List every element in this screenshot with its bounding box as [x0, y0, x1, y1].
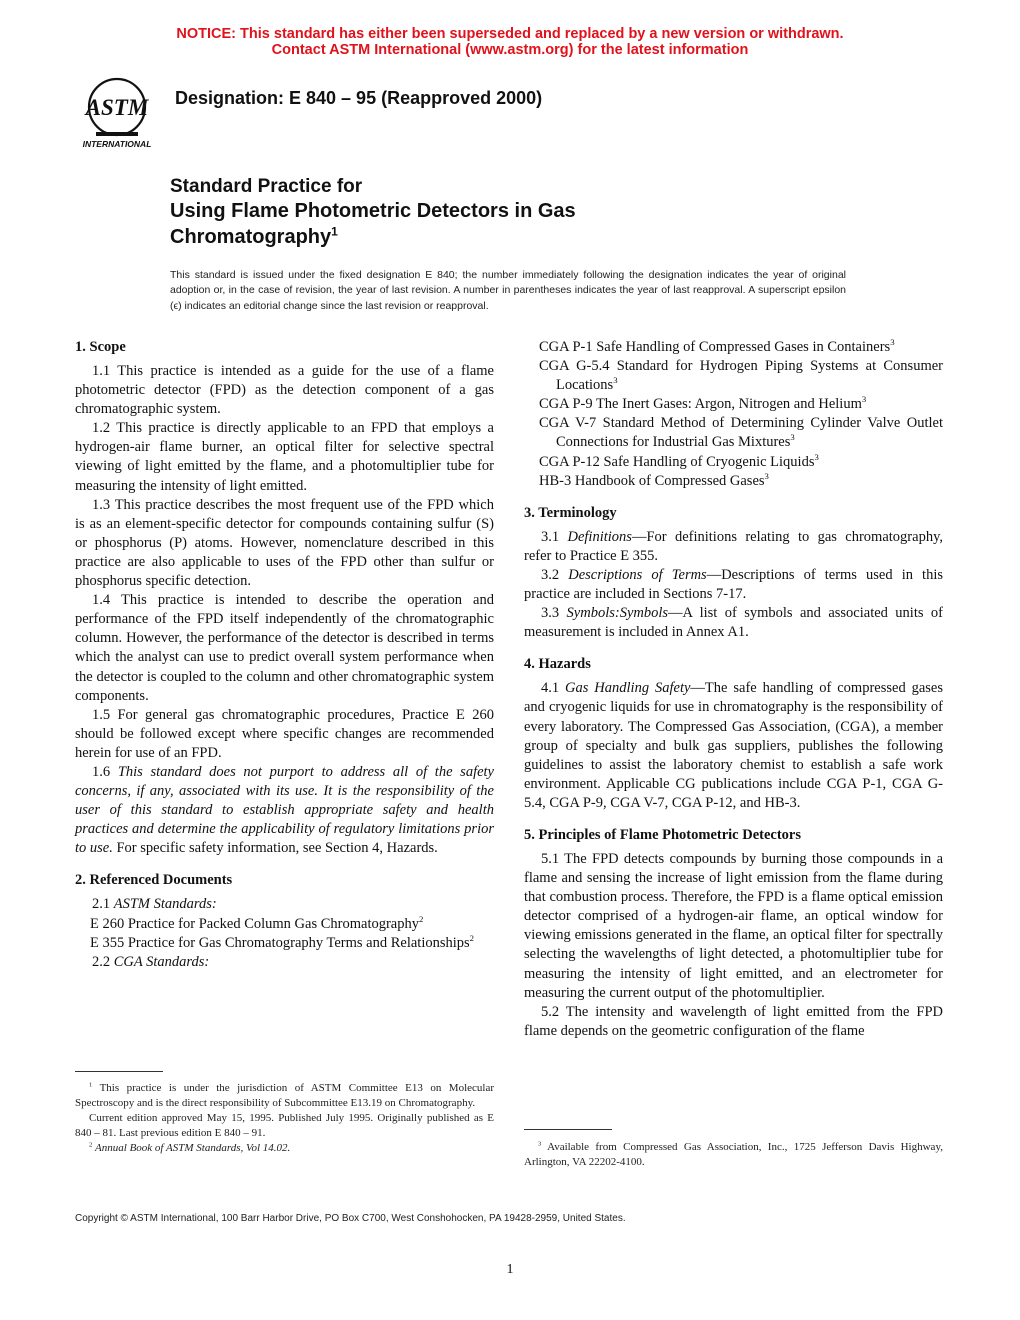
- ref-cga-p12: CGA P-12 Safe Handling of Cryogenic Liquids$^3$: [539, 451, 819, 470]
- ref-cga-v7: CGA V-7 Standard Method of Determining Cylinder Valve Outlet Connections for Industrial Gas Mixtures$^3$: [539, 415, 943, 451]
- footnote-1b: Current edition approved May 15, 1995. Published July 1995. Originally published as E 840 – 81. Last previous edition E 840 – 91.: [75, 1112, 494, 1139]
- page-number: 1: [506, 1262, 514, 1277]
- para-1-3: 1.3 This practice describes the most frequent use of the FPD which is as an element-specific detector for compounds containing sulfur (S) or phosphorus (P) atoms. However, nomenclature described in this practice are also applicable to uses of the FPD other than sulfur or phosphorus specific detection.: [75, 496, 494, 590]
- right-column: [524, 338, 943, 1041]
- para-3-2: 3.2 Descriptions of Terms—Descriptions of terms used in this practice are included in Sections 7-17.: [524, 566, 944, 603]
- section-3-heading: 3. Terminology: [524, 504, 617, 521]
- footnote-rule-left: [75, 1071, 163, 1072]
- para-1-1: 1.1 This practice is intended as a guide for the use of a flame photometric detector (FPD) as the detection component of a gas chromatographic system.: [75, 363, 494, 418]
- para-4-1: 4.1 Gas Handling Safety—The safe handling of compressed gases and cryogenic liquids for use in chromatography is the responsibility of every laboratory. The Compressed Gas Association, (CGA), a member group of specialty and bulk gas suppliers, publishes the following guidelines to assist the laboratory chemist to establish a safe work environment. Applicable CG publications include CGA P-1, CGA G-5.4, CGA P-9, CGA V-7, CGA P-12, and HB-3.: [524, 680, 943, 811]
- title-line-1: Standard Practice for: [170, 176, 363, 197]
- para-5-2: 5.2 The intensity and wavelength of light emitted from the FPD flame depends on the geometric configuration of the flame: [524, 1003, 943, 1039]
- footnotes-right: [524, 1140, 943, 1170]
- title-line-2: Using Flame Photometric Detectors in Gas: [170, 200, 576, 222]
- intro-note: This standard is issued under the fixed designation E 840; the number immediately following the designation indicates the year of original adoption or, in the case of revision, the year of last revision. A number in parentheses indicates the year of last reapproval. A superscript epsilon (ϵ) indicates an editorial change since the last revision or reapproval.: [170, 269, 846, 312]
- footnote-3: $^3$ Available from Compressed Gas Association, Inc., 1725 Jefferson Davis Highway, Arlington, VA 22202-4100.: [524, 1140, 943, 1168]
- para-3-3: 3.3 Symbols:Symbols—A list of symbols and associated units of measurement is included in Annex A1.: [524, 605, 943, 641]
- title-footnote-mark: 1: [331, 224, 338, 239]
- logo-caption: INTERNATIONAL: [82, 139, 152, 149]
- para-2-2: 2.2 CGA Standards:: [92, 953, 210, 970]
- para-1-6: 1.6 This standard does not purport to address all of the safety concerns, if any, associated with its use. It is the responsibility of the user of this standard to establish appropriate safety and health practices and determine the applicability of regulatory limitations prior to use. For specific safety information, see Section 4, Hazards.: [75, 763, 494, 857]
- designation: Designation: E 840 – 95 (Reapproved 2000): [175, 88, 543, 108]
- section-5-heading: 5. Principles of Flame Photometric Detectors: [524, 826, 802, 843]
- logo-letters: ASTM: [85, 95, 149, 120]
- ref-hb3: HB-3 Handbook of Compressed Gases$^3$: [539, 470, 769, 489]
- section-4-heading: 4. Hazards: [524, 656, 591, 673]
- para-2-1: 2.1 ASTM Standards:: [92, 896, 217, 913]
- ref-e355: E 355 Practice for Gas Chromatography Terms and Relationships$^2$: [90, 932, 475, 951]
- ref-cga-p1: CGA P-1 Safe Handling of Compressed Gases in Containers$^3$: [539, 337, 895, 355]
- ref-e260: E 260 Practice for Packed Column Gas Chromatography$^2$: [90, 913, 424, 932]
- title-line-3-text: Chromatography: [170, 226, 332, 248]
- notice-line-1: NOTICE: This standard has either been superseded and replaced by a new version or withdrawn.: [176, 26, 844, 42]
- footnote-1: $^1$ This practice is under the jurisdiction of ASTM Committee E13 on Molecular Spectroscopy and is the direct responsibility of Subcommittee E13.19 on Chromatography.: [75, 1081, 494, 1109]
- para-1-2: 1.2 This practice is directly applicable to an FPD that employs a hydrogen-air flame burner, an optical filter for selective spectral viewing of light emitted by the flame, and a photomultiplier tube for measuring the intensity of light emitted.: [75, 420, 494, 494]
- para-1-4: 1.4 This practice is intended to describe the operation and performance of the FPD itself independently of the chromatographic column. However, the performance of the detector is described in terms which the analyst can use to predict overall system performance when the detector is coupled to the column and other chromatographic system components.: [75, 592, 494, 704]
- footnote-rule-right: [524, 1129, 612, 1130]
- section-2-heading: 2. Referenced Documents: [75, 872, 233, 889]
- astm-logo-icon: [74, 74, 160, 152]
- ref-cga-p9: CGA P-9 The Inert Gases: Argon, Nitrogen and Helium$^3$: [539, 394, 867, 413]
- title-line-3: [170, 224, 338, 250]
- footnotes-left: [75, 1081, 494, 1156]
- left-column: [75, 338, 494, 972]
- footnote-2: $^2$ Annual Book of ASTM Standards, Vol 14.02.: [89, 1141, 291, 1154]
- astm-logo: [74, 74, 160, 152]
- para-1-5: 1.5 For general gas chromatographic procedures, Practice E 260 should be followed except where specific changes are recommended herein for use of an FPD.: [75, 706, 494, 761]
- para-5-1: 5.1 The FPD detects compounds by burning those compounds in a flame and sensing the increase of light emission from the flame during that combustion process. Therefore, the FPD is a flame optical emission detector comprised of a hydrogen-air flame, an optical window for viewing emissions generated in the flame, an optical filter for spectrally selecting the wavelengths of light detected, a photomultiplier tube for measuring the intensity of light emitted, and an electrometer for measuring the current output of the photomultiplier.: [524, 850, 943, 1001]
- ref-cga-g54: CGA G-5.4 Standard for Hydrogen Piping Systems at Consumer Locations$^3$: [539, 358, 943, 394]
- section-1-heading: 1. Scope: [75, 339, 126, 355]
- para-3-1: 3.1 Definitions—For definitions relating to gas chromatography, refer to Practice E 355.: [524, 528, 943, 564]
- copyright-line: Copyright © ASTM International, 100 Barr Harbor Drive, PO Box C700, West Conshohocken, PA 19428-2959, United States.: [75, 1213, 626, 1224]
- notice-line-2: Contact ASTM International (www.astm.org) for the latest information: [271, 42, 749, 58]
